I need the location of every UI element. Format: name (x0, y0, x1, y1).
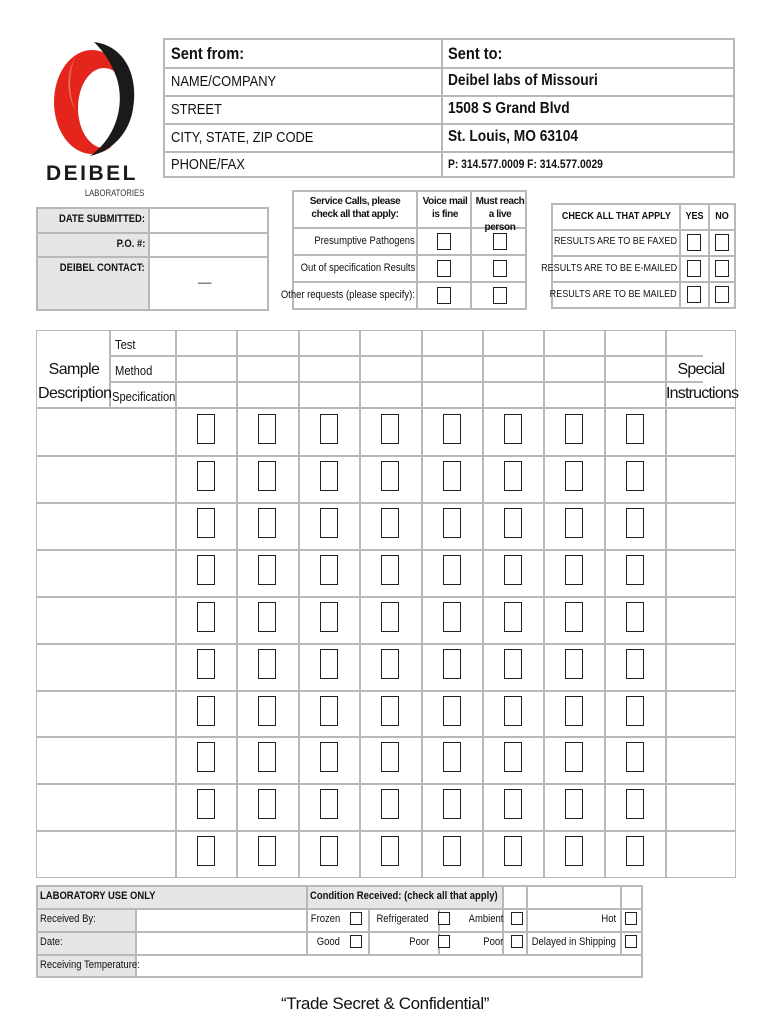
sample-test-checkbox[interactable] (504, 461, 522, 491)
sample-test-checkbox[interactable] (320, 696, 338, 726)
results-no-checkbox[interactable] (715, 260, 729, 277)
sample-test-checkbox[interactable] (626, 696, 644, 726)
sample-test-checkbox[interactable] (626, 789, 644, 819)
sample-test-checkbox[interactable] (565, 461, 583, 491)
deibel-contact-label: DEIBEL CONTACT: (60, 262, 145, 274)
sample-test-checkbox[interactable] (258, 555, 276, 585)
sample-test-checkbox[interactable] (381, 602, 399, 632)
sample-test-checkbox[interactable] (626, 508, 644, 538)
sample-test-checkbox[interactable] (381, 555, 399, 585)
date-submitted-label: DATE SUBMITTED: (58, 213, 145, 225)
sample-test-checkbox[interactable] (626, 742, 644, 772)
ambient-checkbox[interactable] (511, 912, 523, 925)
sample-test-checkbox[interactable] (626, 836, 644, 866)
good-checkbox[interactable] (350, 935, 362, 948)
to-street: 1508 S Grand Blvd (448, 100, 570, 117)
sample-test-checkbox[interactable] (565, 742, 583, 772)
sample-test-checkbox[interactable] (504, 602, 522, 632)
from-phone-fax[interactable]: PHONE/FAX (171, 156, 245, 173)
sample-test-checkbox[interactable] (381, 414, 399, 444)
condition-label: Ambient (468, 913, 503, 925)
condition-label: Poor (409, 936, 429, 948)
sent-from-title: Sent from: (171, 44, 245, 63)
sample-test-checkbox[interactable] (320, 789, 338, 819)
live-person-header: Must reach a live person (475, 196, 525, 233)
condition-label: Poor (483, 936, 503, 948)
sample-test-checkbox[interactable] (443, 461, 461, 491)
to-city: St. Louis, MO 63104 (448, 128, 578, 145)
sample-test-checkbox[interactable] (320, 836, 338, 866)
condition-label: Delayed in Shipping (531, 936, 616, 948)
test-row-label: Test (115, 337, 136, 352)
sample-test-checkbox[interactable] (320, 508, 338, 538)
sample-test-checkbox[interactable] (320, 555, 338, 585)
no-header: NO (715, 210, 729, 222)
sample-test-checkbox[interactable] (626, 649, 644, 679)
sample-test-checkbox[interactable] (443, 696, 461, 726)
receiving-temperature-input[interactable] (137, 956, 641, 976)
results-yes-checkbox[interactable] (687, 260, 701, 277)
date-submitted-input[interactable] (150, 209, 267, 232)
sample-test-checkbox[interactable] (565, 414, 583, 444)
sample-test-checkbox[interactable] (258, 696, 276, 726)
special-instructions-header: Special Instructions (666, 361, 739, 402)
results-row-label: RESULTS ARE TO BE E-MAILED (540, 262, 677, 274)
sample-test-checkbox[interactable] (258, 789, 276, 819)
deibel-logo (44, 38, 145, 208)
voicemail-checkbox[interactable] (437, 233, 451, 250)
brand-sub: LABORATORIES (84, 188, 145, 198)
receiving-temperature-label: Receiving Temperature: (40, 959, 140, 971)
sample-test-checkbox[interactable] (565, 696, 583, 726)
hot-checkbox[interactable] (625, 912, 637, 925)
check-all-header: CHECK ALL THAT APPLY (561, 210, 671, 222)
date-input[interactable] (137, 933, 306, 954)
sample-test-checkbox[interactable] (565, 836, 583, 866)
sample-test-checkbox[interactable] (197, 461, 215, 491)
sample-test-checkbox[interactable] (197, 696, 215, 726)
date-label: Date: (40, 936, 63, 948)
specification-row-label: Specification (112, 389, 176, 404)
delayed-shipping-checkbox[interactable] (625, 935, 637, 948)
from-city-state-zip[interactable]: CITY, STATE, ZIP CODE (171, 129, 314, 146)
sample-test-checkbox[interactable] (381, 461, 399, 491)
sample-test-checkbox[interactable] (320, 461, 338, 491)
sample-test-checkbox[interactable] (381, 696, 399, 726)
sample-test-checkbox[interactable] (258, 414, 276, 444)
sample-test-checkbox[interactable] (197, 789, 215, 819)
condition-received-header: Condition Received: (check all that apply) (310, 890, 498, 902)
sample-test-checkbox[interactable] (258, 649, 276, 679)
from-street[interactable]: STREET (171, 101, 222, 118)
footer-confidential: “Trade Secret & Confidential” (281, 994, 489, 1013)
sample-test-checkbox[interactable] (504, 789, 522, 819)
sample-test-checkbox[interactable] (443, 836, 461, 866)
sample-test-checkbox[interactable] (504, 742, 522, 772)
condition-label: Frozen (310, 913, 340, 925)
sample-test-checkbox[interactable] (504, 414, 522, 444)
lab-use-title: LABORATORY USE ONLY (40, 890, 156, 902)
sent-to-title: Sent to: (448, 44, 503, 63)
sample-test-checkbox[interactable] (565, 508, 583, 538)
po-input[interactable] (150, 234, 267, 256)
condition-label: Hot (601, 913, 616, 925)
received-by-label: Received By: (40, 913, 96, 925)
results-yes-checkbox[interactable] (687, 286, 701, 303)
from-name-company[interactable]: NAME/COMPANY (171, 73, 277, 90)
results-yes-checkbox[interactable] (687, 234, 701, 251)
sample-test-checkbox[interactable] (197, 508, 215, 538)
sample-test-checkbox[interactable] (381, 649, 399, 679)
sample-test-checkbox[interactable] (565, 789, 583, 819)
service-calls-header: Service Calls, please check all that apply: (309, 196, 401, 220)
sample-test-checkbox[interactable] (381, 836, 399, 866)
voicemail-checkbox[interactable] (437, 287, 451, 304)
sample-test-checkbox[interactable] (626, 555, 644, 585)
sample-test-checkbox[interactable] (504, 508, 522, 538)
sample-test-checkbox[interactable] (197, 742, 215, 772)
sample-test-checkbox[interactable] (504, 649, 522, 679)
sample-test-checkbox[interactable] (320, 602, 338, 632)
sample-test-checkbox[interactable] (504, 696, 522, 726)
live-person-checkbox[interactable] (493, 287, 507, 304)
po-label: P.O. #: (116, 238, 145, 250)
sample-test-checkbox[interactable] (258, 742, 276, 772)
sample-test-checkbox[interactable] (443, 508, 461, 538)
service-row-label: Presumptive Pathogens (314, 235, 415, 247)
yes-header: YES (685, 210, 704, 222)
sample-test-checkbox[interactable] (443, 602, 461, 632)
brand-name: DEIBEL (46, 162, 139, 185)
condition-label: Good (316, 936, 340, 948)
sample-test-checkbox[interactable] (197, 649, 215, 679)
results-no-checkbox[interactable] (715, 286, 729, 303)
sample-description-header: Sample Description (38, 361, 112, 402)
service-row-label: Other requests (please specify): (280, 289, 415, 301)
sample-test-checkbox[interactable] (320, 649, 338, 679)
sample-test-checkbox[interactable] (443, 414, 461, 444)
sample-test-checkbox[interactable] (626, 461, 644, 491)
service-row-label: Out of specification Results (300, 262, 415, 274)
sample-test-checkbox[interactable] (320, 414, 338, 444)
sample-test-checkbox[interactable] (443, 742, 461, 772)
sample-test-checkbox[interactable] (197, 602, 215, 632)
sample-test-checkbox[interactable] (443, 555, 461, 585)
sample-test-checkbox[interactable] (258, 836, 276, 866)
voicemail-header: Voice mail is fine (422, 196, 468, 220)
results-row-label: RESULTS ARE TO BE FAXED (554, 235, 677, 247)
poor-checkbox[interactable] (511, 935, 523, 948)
sample-test-checkbox[interactable] (565, 602, 583, 632)
sample-test-checkbox[interactable] (565, 555, 583, 585)
deibel-swirl-logo-icon (46, 38, 142, 162)
condition-label: Refrigerated (376, 913, 429, 925)
received-by-input[interactable] (137, 910, 306, 931)
sample-test-checkbox[interactable] (197, 555, 215, 585)
live-person-checkbox[interactable] (493, 233, 507, 250)
sample-test-checkbox[interactable] (258, 508, 276, 538)
sample-test-checkbox[interactable] (381, 742, 399, 772)
live-person-checkbox[interactable] (493, 260, 507, 277)
sample-test-checkbox[interactable] (320, 742, 338, 772)
refrigerated-checkbox[interactable] (438, 912, 450, 925)
sample-test-checkbox[interactable] (258, 461, 276, 491)
sample-test-checkbox[interactable] (443, 649, 461, 679)
deibel-contact-value: __ (198, 270, 212, 284)
sample-test-checkbox[interactable] (504, 836, 522, 866)
results-no-checkbox[interactable] (715, 234, 729, 251)
sample-test-checkbox[interactable] (197, 414, 215, 444)
frozen-checkbox[interactable] (350, 912, 362, 925)
method-row-label: Method (115, 363, 153, 378)
voicemail-checkbox[interactable] (437, 260, 451, 277)
sample-test-checkbox[interactable] (626, 414, 644, 444)
poor-checkbox[interactable] (438, 935, 450, 948)
to-phone-fax: P: 314.577.0009 F: 314.577.0029 (448, 157, 603, 171)
sample-test-checkbox[interactable] (197, 836, 215, 866)
sample-test-checkbox[interactable] (504, 555, 522, 585)
sample-test-checkbox[interactable] (626, 602, 644, 632)
sample-test-checkbox[interactable] (381, 789, 399, 819)
to-company: Deibel labs of Missouri (448, 72, 598, 89)
sample-test-checkbox[interactable] (443, 789, 461, 819)
sample-test-checkbox[interactable] (381, 508, 399, 538)
sample-test-checkbox[interactable] (258, 602, 276, 632)
sample-test-checkbox[interactable] (565, 649, 583, 679)
results-row-label: RESULTS ARE TO BE MAILED (550, 288, 677, 300)
